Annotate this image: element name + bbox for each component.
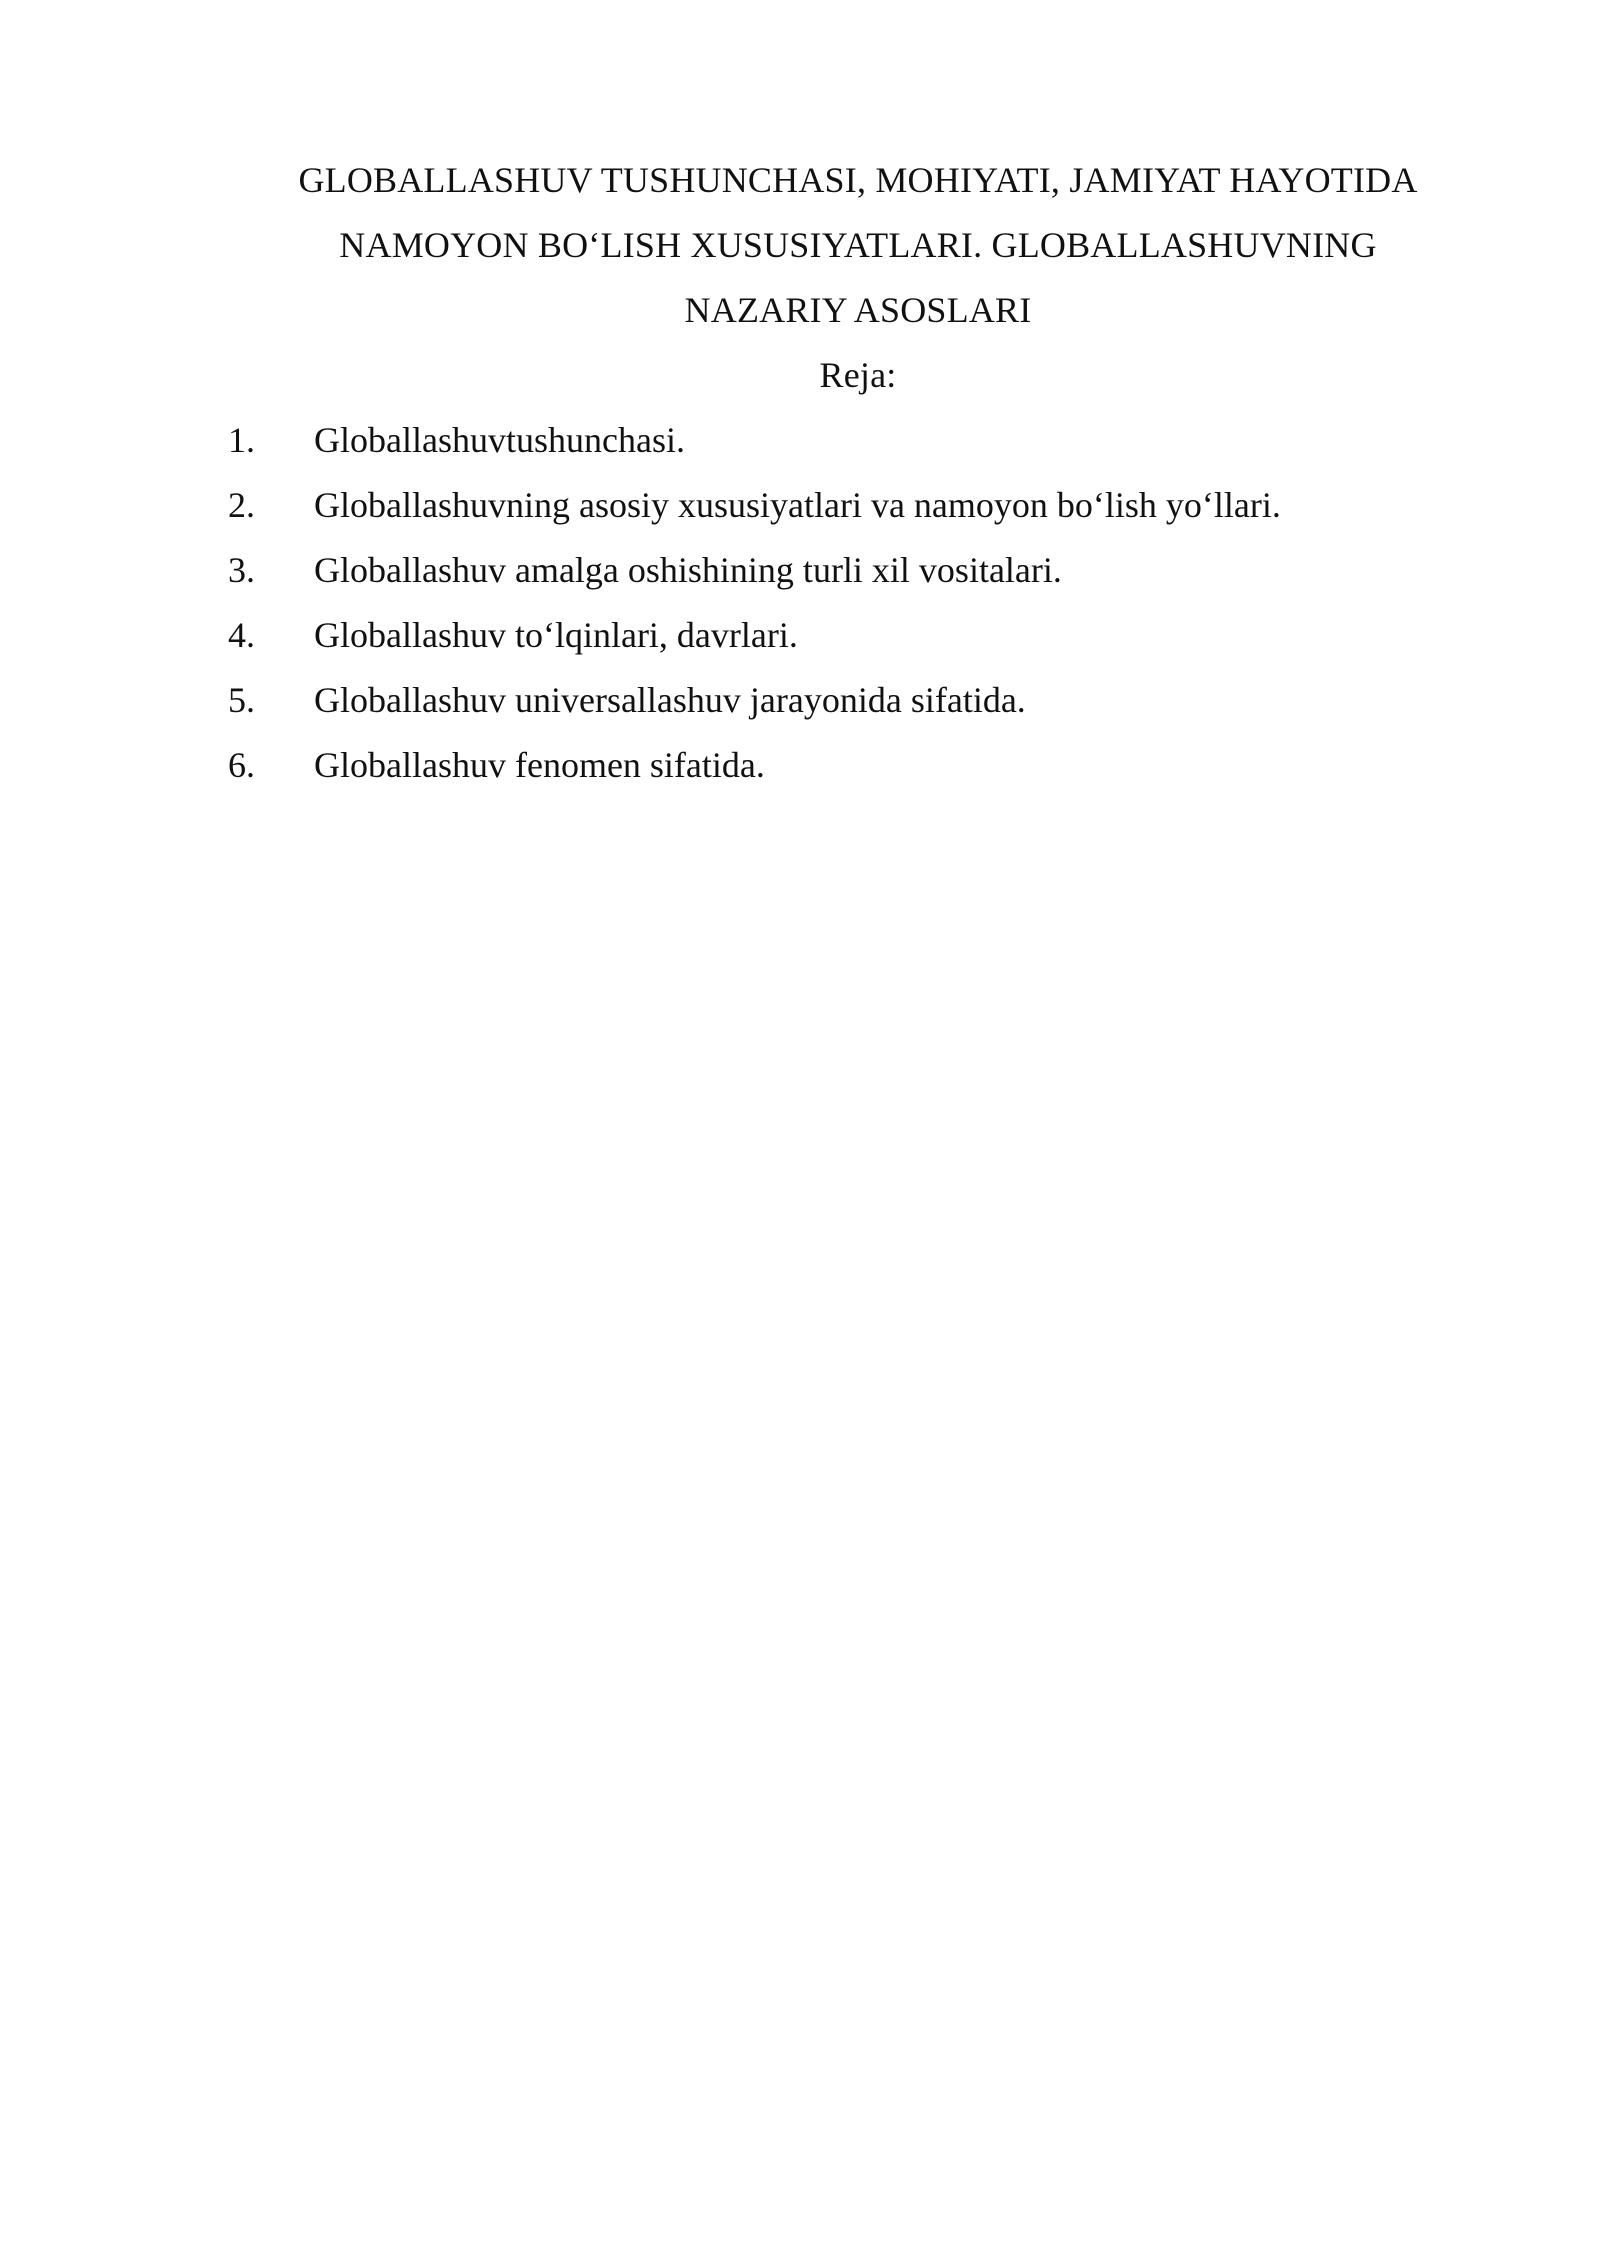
title-line-1: GLOBALLASHUV TUSHUNCHASI, MOHIYATI, JAMIYAT HAYOTIDA: [298, 160, 1418, 200]
plan-item-text: Globallashuv universallashuv jarayonida sifatida.: [314, 680, 1026, 720]
plan-item-number: 3.: [228, 550, 255, 590]
plan-item-2: [228, 473, 1281, 538]
title-line-3: NAZARIY ASOSLARI: [684, 290, 1032, 330]
plan-item-3: [228, 538, 1281, 603]
plan-item-1: [228, 408, 1281, 473]
plan-item-4: [228, 603, 1281, 668]
plan-item-number: 4.: [228, 615, 255, 655]
plan-item-text: Globallashuv amalga oshishining turli xil vositalari.: [314, 550, 1062, 590]
plan-item-6: [228, 733, 1281, 798]
plan-heading: Reja:: [819, 355, 897, 395]
plan-list: [228, 408, 1281, 798]
plan-item-5: [228, 668, 1281, 733]
plan-item-text: Globallashuv fenomen sifatida.: [314, 745, 765, 785]
plan-item-number: 6.: [228, 745, 255, 785]
plan-item-text: Globallashuvning asosiy xususiyatlari va namoyon bo‘lish yo‘llari.: [314, 485, 1281, 525]
plan-item-text: Globallashuv to‘lqinlari, davrlari.: [314, 615, 798, 655]
title-line-2: NAMOYON BO‘LISH XUSUSIYATLARI. GLOBALLASHUVNING: [339, 225, 1377, 265]
plan-item-number: 2.: [228, 485, 255, 525]
plan-item-text: Globallashuvtushunchasi.: [314, 420, 685, 460]
plan-item-number: 5.: [228, 680, 255, 720]
document-title: [228, 148, 1488, 408]
plan-item-number: 1.: [228, 420, 255, 460]
